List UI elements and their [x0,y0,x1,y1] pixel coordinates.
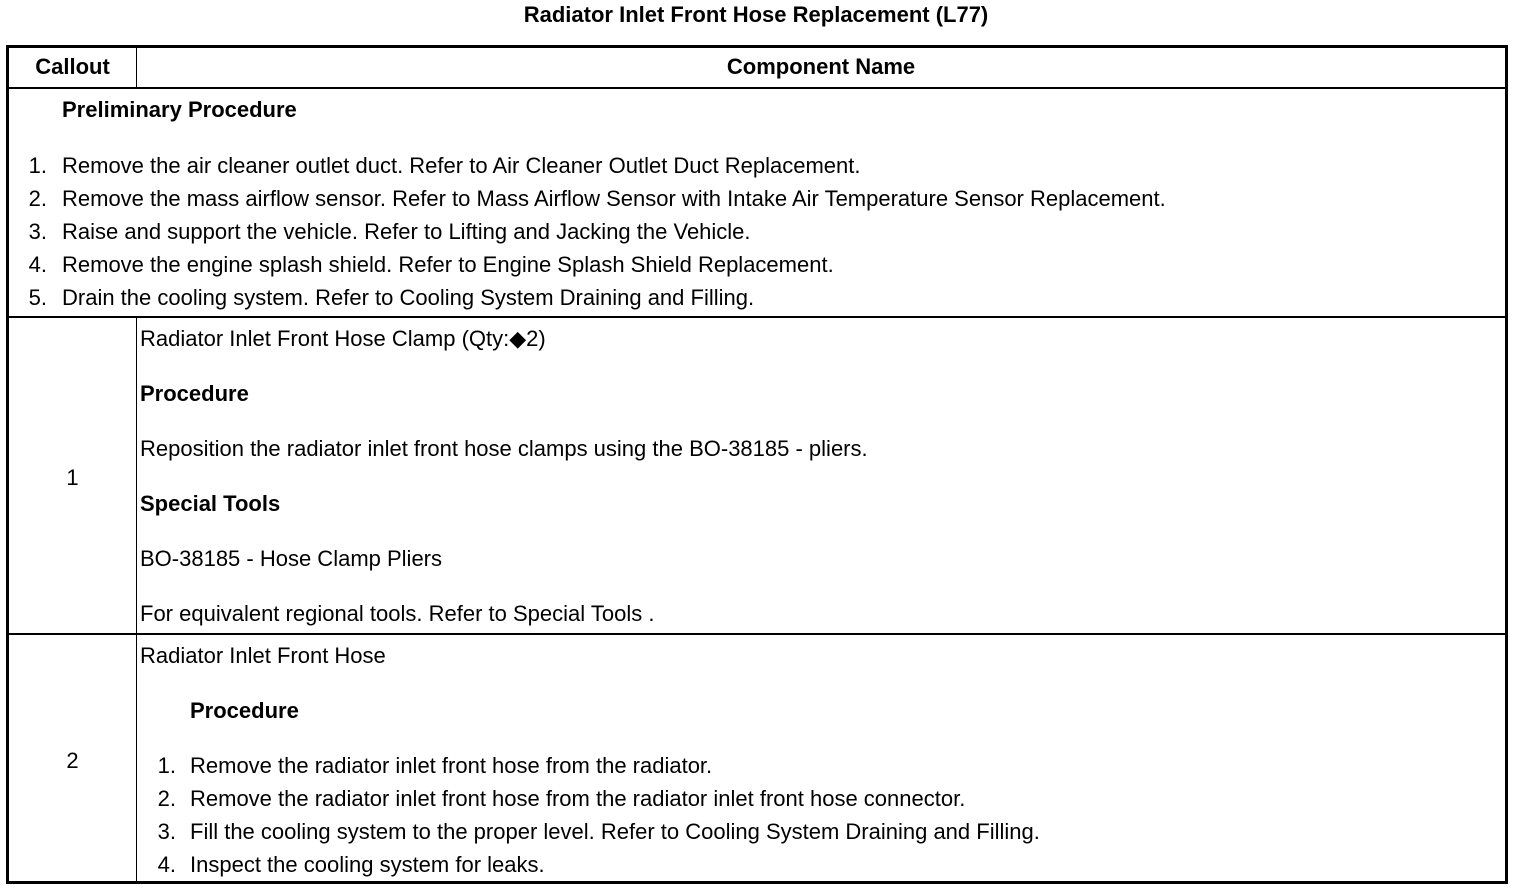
procedure-table [6,45,1508,884]
list-item: Inspect the cooling system for leaks. [190,852,545,877]
component-name: Radiator Inlet Front Hose Clamp (Qty:◆2) [140,326,546,351]
component-name: Radiator Inlet Front Hose [140,643,386,668]
special-tools-note: For equivalent regional tools. Refer to Special Tools . [140,601,655,626]
list-item: Remove the air cleaner outlet duct. Refer to Air Cleaner Outlet Duct Replacement. [62,153,861,178]
special-tools-heading: Special Tools [140,491,281,516]
row-divider [9,633,1505,635]
list-item: Fill the cooling system to the proper level. Refer to Cooling System Draining and Filling. [190,819,1040,844]
list-item-number: 2. [157,786,176,811]
list-item-number: 3. [157,819,176,844]
list-item-number: 3. [28,219,47,244]
preliminary-heading: Preliminary Procedure [62,97,297,122]
list-item: Remove the radiator inlet front hose from the radiator inlet front hose connector. [190,786,966,811]
procedure-text: Reposition the radiator inlet front hose clamps using the BO-38185 - pliers. [140,436,868,461]
column-divider-body [136,316,137,884]
header-component-name: Component Name [726,54,916,79]
list-item-number: 2. [28,186,47,211]
document-title: Radiator Inlet Front Hose Replacement (L77) [523,2,989,27]
callout-number: 1 [66,465,79,490]
list-item-number: 5. [28,285,47,310]
list-item-number: 1. [28,153,47,178]
callout-number: 2 [66,748,79,773]
procedure-heading: Procedure [140,381,249,406]
procedure-heading: Procedure [190,698,299,723]
list-item-number: 4. [28,252,47,277]
list-item-number: 1. [157,753,176,778]
list-item: Remove the radiator inlet front hose from the radiator. [190,753,713,778]
list-item-number: 4. [157,852,176,877]
list-item: Drain the cooling system. Refer to Cooling System Draining and Filling. [62,285,755,310]
list-item: Remove the mass airflow sensor. Refer to Mass Airflow Sensor with Intake Air Temperature Sensor Replacement. [62,186,1166,211]
preliminary-divider [9,316,1505,318]
list-item: Remove the engine splash shield. Refer to Engine Splash Shield Replacement. [62,252,834,277]
list-item: Raise and support the vehicle. Refer to Lifting and Jacking the Vehicle. [62,219,751,244]
header-divider [9,87,1505,89]
header-callout: Callout [35,54,110,79]
special-tool-item: BO-38185 - Hose Clamp Pliers [140,546,443,571]
